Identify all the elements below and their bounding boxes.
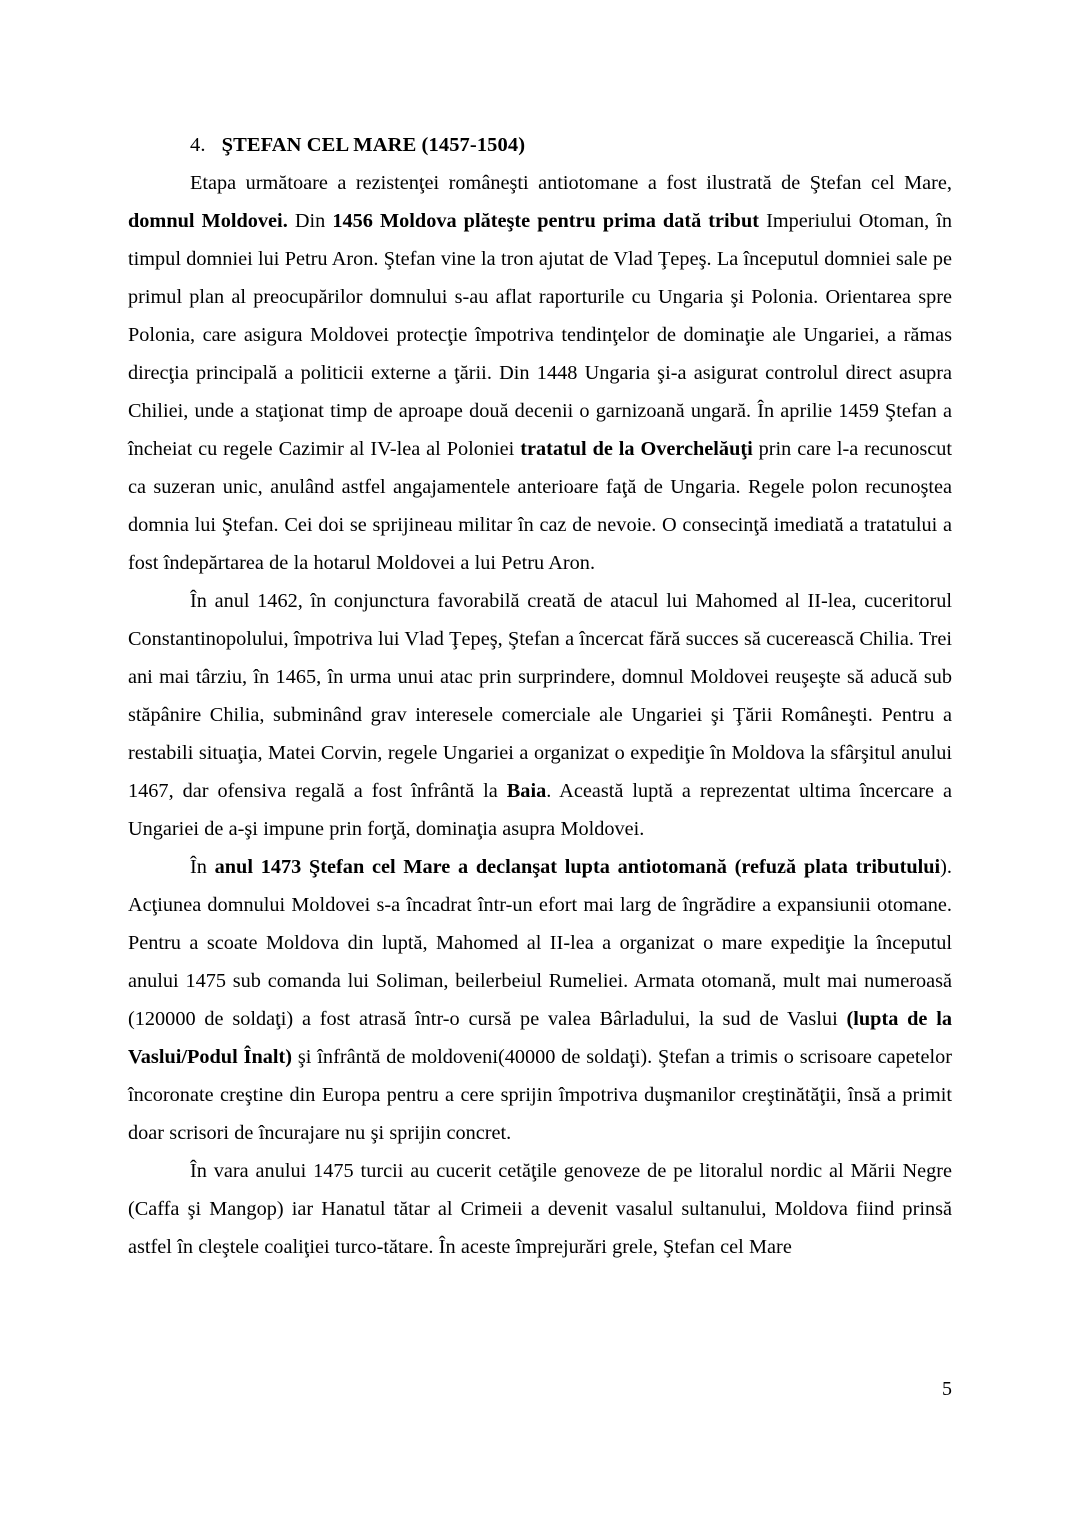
page-number: 5 <box>942 1378 952 1400</box>
text-run: În anul 1462, în conjunctura favorabilă creată de atacul lui Mahomed al II-lea, cuceritorul Constantinopolului, împotriva lui Vlad Ţepeş, Ştefan a încercat fără succes să cucerească Chilia. Trei ani mai târziu, în 1465, în urma unui atac prin surprindere, domnul Moldovei reuşeşte să aducă sub stăpânire Chilia, subminând grav interesele comerciale ale Ungariei şi Ţării Româneşti. Pentru a restabili situaţia, Matei Corvin, regele Ungariei a organizat o expediţie în Moldova la sfârşitul anului 1467, dar ofensiva regală a fost înfrântă la <box>128 590 952 802</box>
emphasis-run: tratatul de la Overchelăuţi <box>520 438 753 460</box>
text-run: Etapa următoare a rezistenţei româneşti antiotomane a fost ilustrată de Ştefan cel Mare, <box>190 172 952 194</box>
text-run: În <box>190 856 215 878</box>
body-paragraph <box>128 848 952 1152</box>
text-run: şi înfrântă de moldoveni(40000 de soldaţi). Ştefan a trimis o scrisoare capetelor încoronate creştine din Europa pentru a cere sprijin împotriva duşmanilor creştinătăţii, însă a primit doar scrisori de încurajare nu şi sprijin concret. <box>128 1046 952 1144</box>
body-paragraph <box>128 1152 952 1266</box>
page-content <box>128 126 952 1266</box>
emphasis-run: Baia <box>506 780 547 802</box>
text-run: . Această luptă a reprezentat ultima încercare a Ungariei de a-şi impune prin forţă, dominaţia asupra Moldovei. <box>128 780 952 840</box>
body-paragraph <box>128 164 952 582</box>
emphasis-run: (lupta de la Vaslui/Podul Înalt) <box>128 1008 952 1068</box>
emphasis-run: domnul Moldovei. <box>128 210 288 232</box>
paragraph-list <box>128 164 952 1266</box>
text-run: Imperiului Otoman, în timpul domniei lui Petru Aron. Ştefan vine la tron ajutat de Vlad Ţepeş. La începutul domniei sale pe primul plan al preocupărilor domnului s-au aflat raporturile cu Ungaria şi Polonia. Orientarea spre Polonia, care asigura Moldovei protecţie împotriva tendinţelor de dominaţie ale Ungariei, a rămas direcţia principală a politicii externe a ţării. Din 1448 Ungaria şi-a asigurat controlul direct asupra Chiliei, unde a staţionat timp de aproape două decenii o garnizoană ungară. În aprilie 1459 Ştefan a încheiat cu regele Cazimir al IV-lea al Poloniei <box>128 210 953 460</box>
text-run: ). Acţiunea domnului Moldovei s-a încadrat într-un efort mai larg de îngrădire a expansiunii otomane. Pentru a scoate Moldova din luptă, Mahomed al II-lea a organizat o mare expediţie la începutul anului 1475 sub comanda lui Soliman, beilerbeiul Rumeliei. Armata otomană, mult mai numeroasă (120000 de soldaţi) a fost atrasă într-o cursă pe valea Bârladului, la sud de Vaslui <box>128 856 952 1030</box>
section-title: ŞTEFAN CEL MARE (1457-1504) <box>221 134 526 156</box>
section-number: 4. <box>190 134 206 156</box>
text-run: Din <box>287 210 333 232</box>
body-paragraph <box>128 582 952 848</box>
text-run: În vara anului 1475 turcii au cucerit cetăţile genoveze de pe litoralul nordic al Mării Negre (Caffa şi Mangop) iar Hanatul tătar al Crimeii a devenit vasalul sultanului, Moldova fiind prinsă astfel în cleştele coaliţiei turco-tătare. În aceste împrejurări grele, Ştefan cel Mare <box>128 1160 952 1258</box>
text-run: prin care l-a recunoscut ca suzeran unic, anulând astfel angajamentele anterioare faţă de Ungaria. Regele polon recunoştea domnia lui Ştefan. Cei doi se sprijineau militar în caz de nevoie. O consecinţă imediată a tratatului a fost îndepărtarea de la hotarul Moldovei a lui Petru Aron. <box>128 438 953 574</box>
emphasis-run: anul 1473 Ştefan cel Mare a declanşat lupta antiotomană (refuză plata tributului <box>214 856 941 878</box>
emphasis-run: 1456 Moldova plăteşte pentru prima dată tribut <box>332 210 759 232</box>
section-heading <box>128 126 952 164</box>
